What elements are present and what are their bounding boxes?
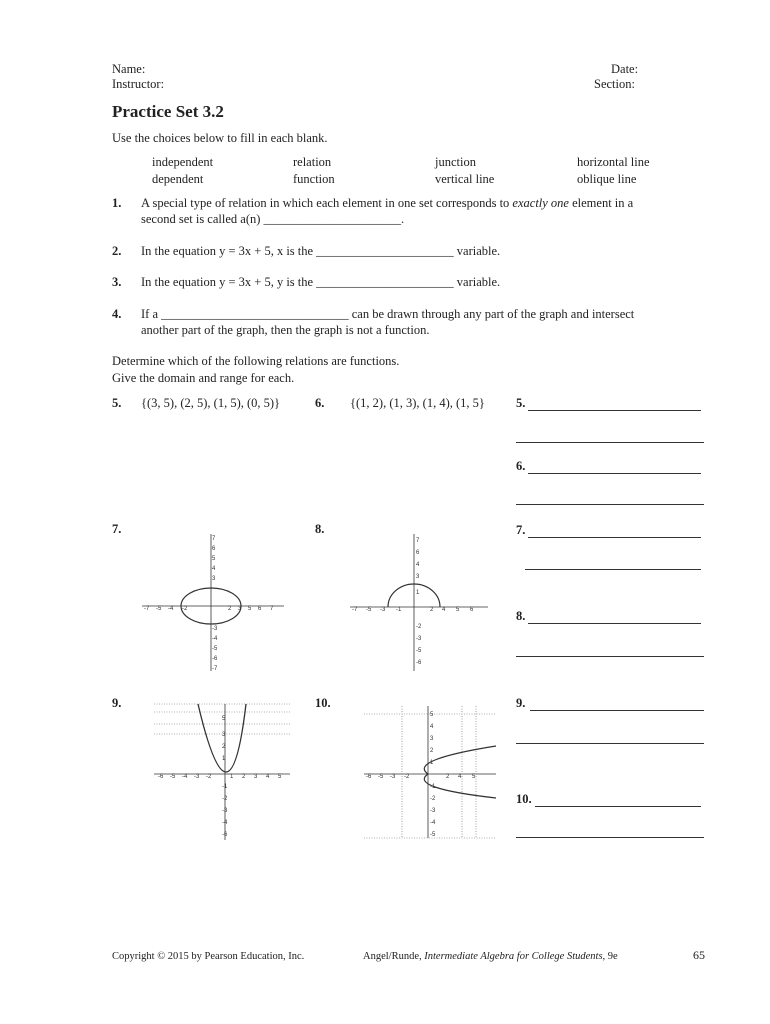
question-number: 1. <box>112 196 122 210</box>
answer-label: 6. <box>516 459 526 473</box>
answer-line[interactable] <box>516 428 704 443</box>
tick-label: 5 <box>278 774 282 780</box>
tick-label: 2 <box>222 744 226 750</box>
tick-label: -2 <box>182 606 188 612</box>
section-instructions: Determine which of the following relations are functions. <box>112 354 400 368</box>
tick-label: -5 <box>416 648 422 654</box>
tick-label: -5 <box>212 646 218 652</box>
graph-parabola <box>150 700 295 842</box>
graph-sideways-parabola <box>360 702 500 842</box>
answer-line[interactable] <box>528 523 701 538</box>
tick-label: 6 <box>258 606 262 612</box>
tick-label: 7 <box>270 606 274 612</box>
tick-label: -5 <box>430 832 436 838</box>
tick-label: 6 <box>416 550 420 556</box>
tick-label: -3 <box>212 626 218 632</box>
tick-label: -4 <box>212 636 218 642</box>
tick-label: -3 <box>222 808 228 814</box>
answer-line[interactable] <box>530 696 704 711</box>
tick-label: 3 <box>416 574 420 580</box>
choice: function <box>293 172 335 186</box>
tick-label: 5 <box>472 774 476 780</box>
answer-line[interactable] <box>528 459 701 474</box>
tick-label: -3 <box>194 774 200 780</box>
tick-label: -4 <box>168 606 174 612</box>
question-number: 10. <box>315 696 331 710</box>
question-1-line-2: second set is called a(n) ______________________. <box>141 212 405 226</box>
tick-label: 4 <box>442 607 446 613</box>
tick-label: -5 <box>366 607 372 613</box>
tick-label: 1 <box>222 756 226 762</box>
question-3-text: In the equation y = 3x + 5, y is the ______________________ variable. <box>141 275 501 289</box>
tick-label: 3 <box>222 732 226 738</box>
tick-label: -7 <box>352 607 358 613</box>
tick-label: -3 <box>390 774 396 780</box>
tick-label: 6 <box>212 546 216 552</box>
answer-label: 5. <box>516 396 526 410</box>
page-number: 65 <box>693 948 705 962</box>
answer-label: 10. <box>516 792 532 806</box>
tick-label: 5 <box>456 607 460 613</box>
tick-label: -2 <box>404 774 410 780</box>
choice: vertical line <box>435 172 495 186</box>
answer-line[interactable] <box>535 792 701 807</box>
question-6-relation: {(1, 2), (1, 3), (1, 4), (1, 5} <box>350 396 485 410</box>
answer-line[interactable] <box>516 642 704 657</box>
question-5-relation: {(3, 5), (2, 5), (1, 5), (0, 5)} <box>141 396 281 410</box>
question-number: 4. <box>112 307 122 321</box>
tick-label: -4 <box>430 820 436 826</box>
tick-label: -5 <box>170 774 176 780</box>
section-instructions: Give the domain and range for each. <box>112 371 295 385</box>
page-title: Practice Set 3.2 <box>112 102 224 121</box>
question-number: 3. <box>112 275 122 289</box>
tick-label: -6 <box>416 660 422 666</box>
tick-label: 1 <box>416 590 420 596</box>
question-number: 7. <box>112 522 122 536</box>
tick-label: -7 <box>144 606 150 612</box>
tick-label: -6 <box>212 656 218 662</box>
answer-line[interactable] <box>525 555 701 570</box>
tick-label: 1 <box>430 760 434 766</box>
question-4-line-2: another part of the graph, then the graph is not a function. <box>141 323 430 337</box>
tick-label: -3 <box>380 607 386 613</box>
question-2-text: In the equation y = 3x + 5, x is the ______________________ variable. <box>141 244 501 258</box>
tick-label: -4 <box>222 820 228 826</box>
tick-label: 7 <box>416 538 420 544</box>
tick-label: 2 <box>430 607 434 613</box>
tick-label: -3 <box>430 808 436 814</box>
tick-label: -4 <box>182 774 188 780</box>
instructions: Use the choices below to fill in each blank. <box>112 131 328 145</box>
tick-label: 2 <box>446 774 450 780</box>
date-label: Date: <box>611 62 639 76</box>
tick-label: 1 <box>230 774 234 780</box>
tick-label: 7 <box>212 536 216 542</box>
tick-label: 4 <box>416 562 420 568</box>
tick-label: 2 <box>242 774 246 780</box>
answer-label: 9. <box>516 696 526 710</box>
tick-label: -5 <box>156 606 162 612</box>
tick-label: -7 <box>212 666 218 672</box>
tick-label: 4 <box>266 774 270 780</box>
answer-line[interactable] <box>516 490 704 505</box>
choice: independent <box>152 155 214 169</box>
tick-label: -2 <box>206 774 212 780</box>
book-citation: Angel/Runde, Intermediate Algebra for College Students, 9e <box>363 951 618 962</box>
tick-label: 5 <box>248 606 252 612</box>
question-number: 9. <box>112 696 122 710</box>
copyright: Copyright © 2015 by Pearson Education, Inc. <box>112 951 305 962</box>
tick-label: -2 <box>430 796 436 802</box>
tick-label: 4 <box>430 724 434 730</box>
tick-label: 6 <box>470 607 474 613</box>
tick-label: 2 <box>228 606 232 612</box>
answer-line[interactable] <box>528 609 701 624</box>
tick-label: 3 <box>212 576 216 582</box>
instructor-label: Instructor: <box>112 77 165 91</box>
tick-label: 3 <box>430 736 434 742</box>
name-label: Name: <box>112 62 146 76</box>
graph-semicircle <box>346 530 491 675</box>
answer-line[interactable] <box>528 396 701 411</box>
tick-label: -3 <box>416 636 422 642</box>
tick-label: 3 <box>238 606 242 612</box>
tick-label: -6 <box>366 774 372 780</box>
choice: horizontal line <box>577 155 650 169</box>
choice: oblique line <box>577 172 637 186</box>
question-number: 5. <box>112 396 122 410</box>
tick-label: -1 <box>222 784 228 790</box>
tick-label: 3 <box>254 774 258 780</box>
answer-label: 7. <box>516 523 526 537</box>
tick-label: 4 <box>212 566 216 572</box>
tick-label: -2 <box>416 624 422 630</box>
tick-label: -1 <box>396 607 402 613</box>
choice: junction <box>435 155 476 169</box>
answer-label: 8. <box>516 609 526 623</box>
tick-label: 5 <box>212 556 216 562</box>
question-number: 6. <box>315 396 325 410</box>
tick-label: -5 <box>378 774 384 780</box>
tick-label: -1 <box>430 784 436 790</box>
answer-line[interactable] <box>516 823 704 838</box>
section-label: Section: <box>594 77 635 91</box>
tick-label: 2 <box>430 748 434 754</box>
graph-ellipse <box>138 530 288 675</box>
tick-label: -6 <box>222 832 228 838</box>
question-1-line-1: A special type of relation in which each element in one set corresponds to exactly one element in a <box>141 196 634 210</box>
tick-label: -6 <box>158 774 164 780</box>
choice: dependent <box>152 172 204 186</box>
question-number: 8. <box>315 522 325 536</box>
tick-label: 4 <box>458 774 462 780</box>
answer-line[interactable] <box>516 729 704 744</box>
question-number: 2. <box>112 244 122 258</box>
tick-label: -2 <box>222 796 228 802</box>
question-4-line-1: If a ______________________________ can be drawn through any part of the graph and intersect <box>141 307 635 321</box>
tick-label: 5 <box>430 712 434 718</box>
tick-label: 5 <box>222 716 226 722</box>
choice: relation <box>293 155 332 169</box>
